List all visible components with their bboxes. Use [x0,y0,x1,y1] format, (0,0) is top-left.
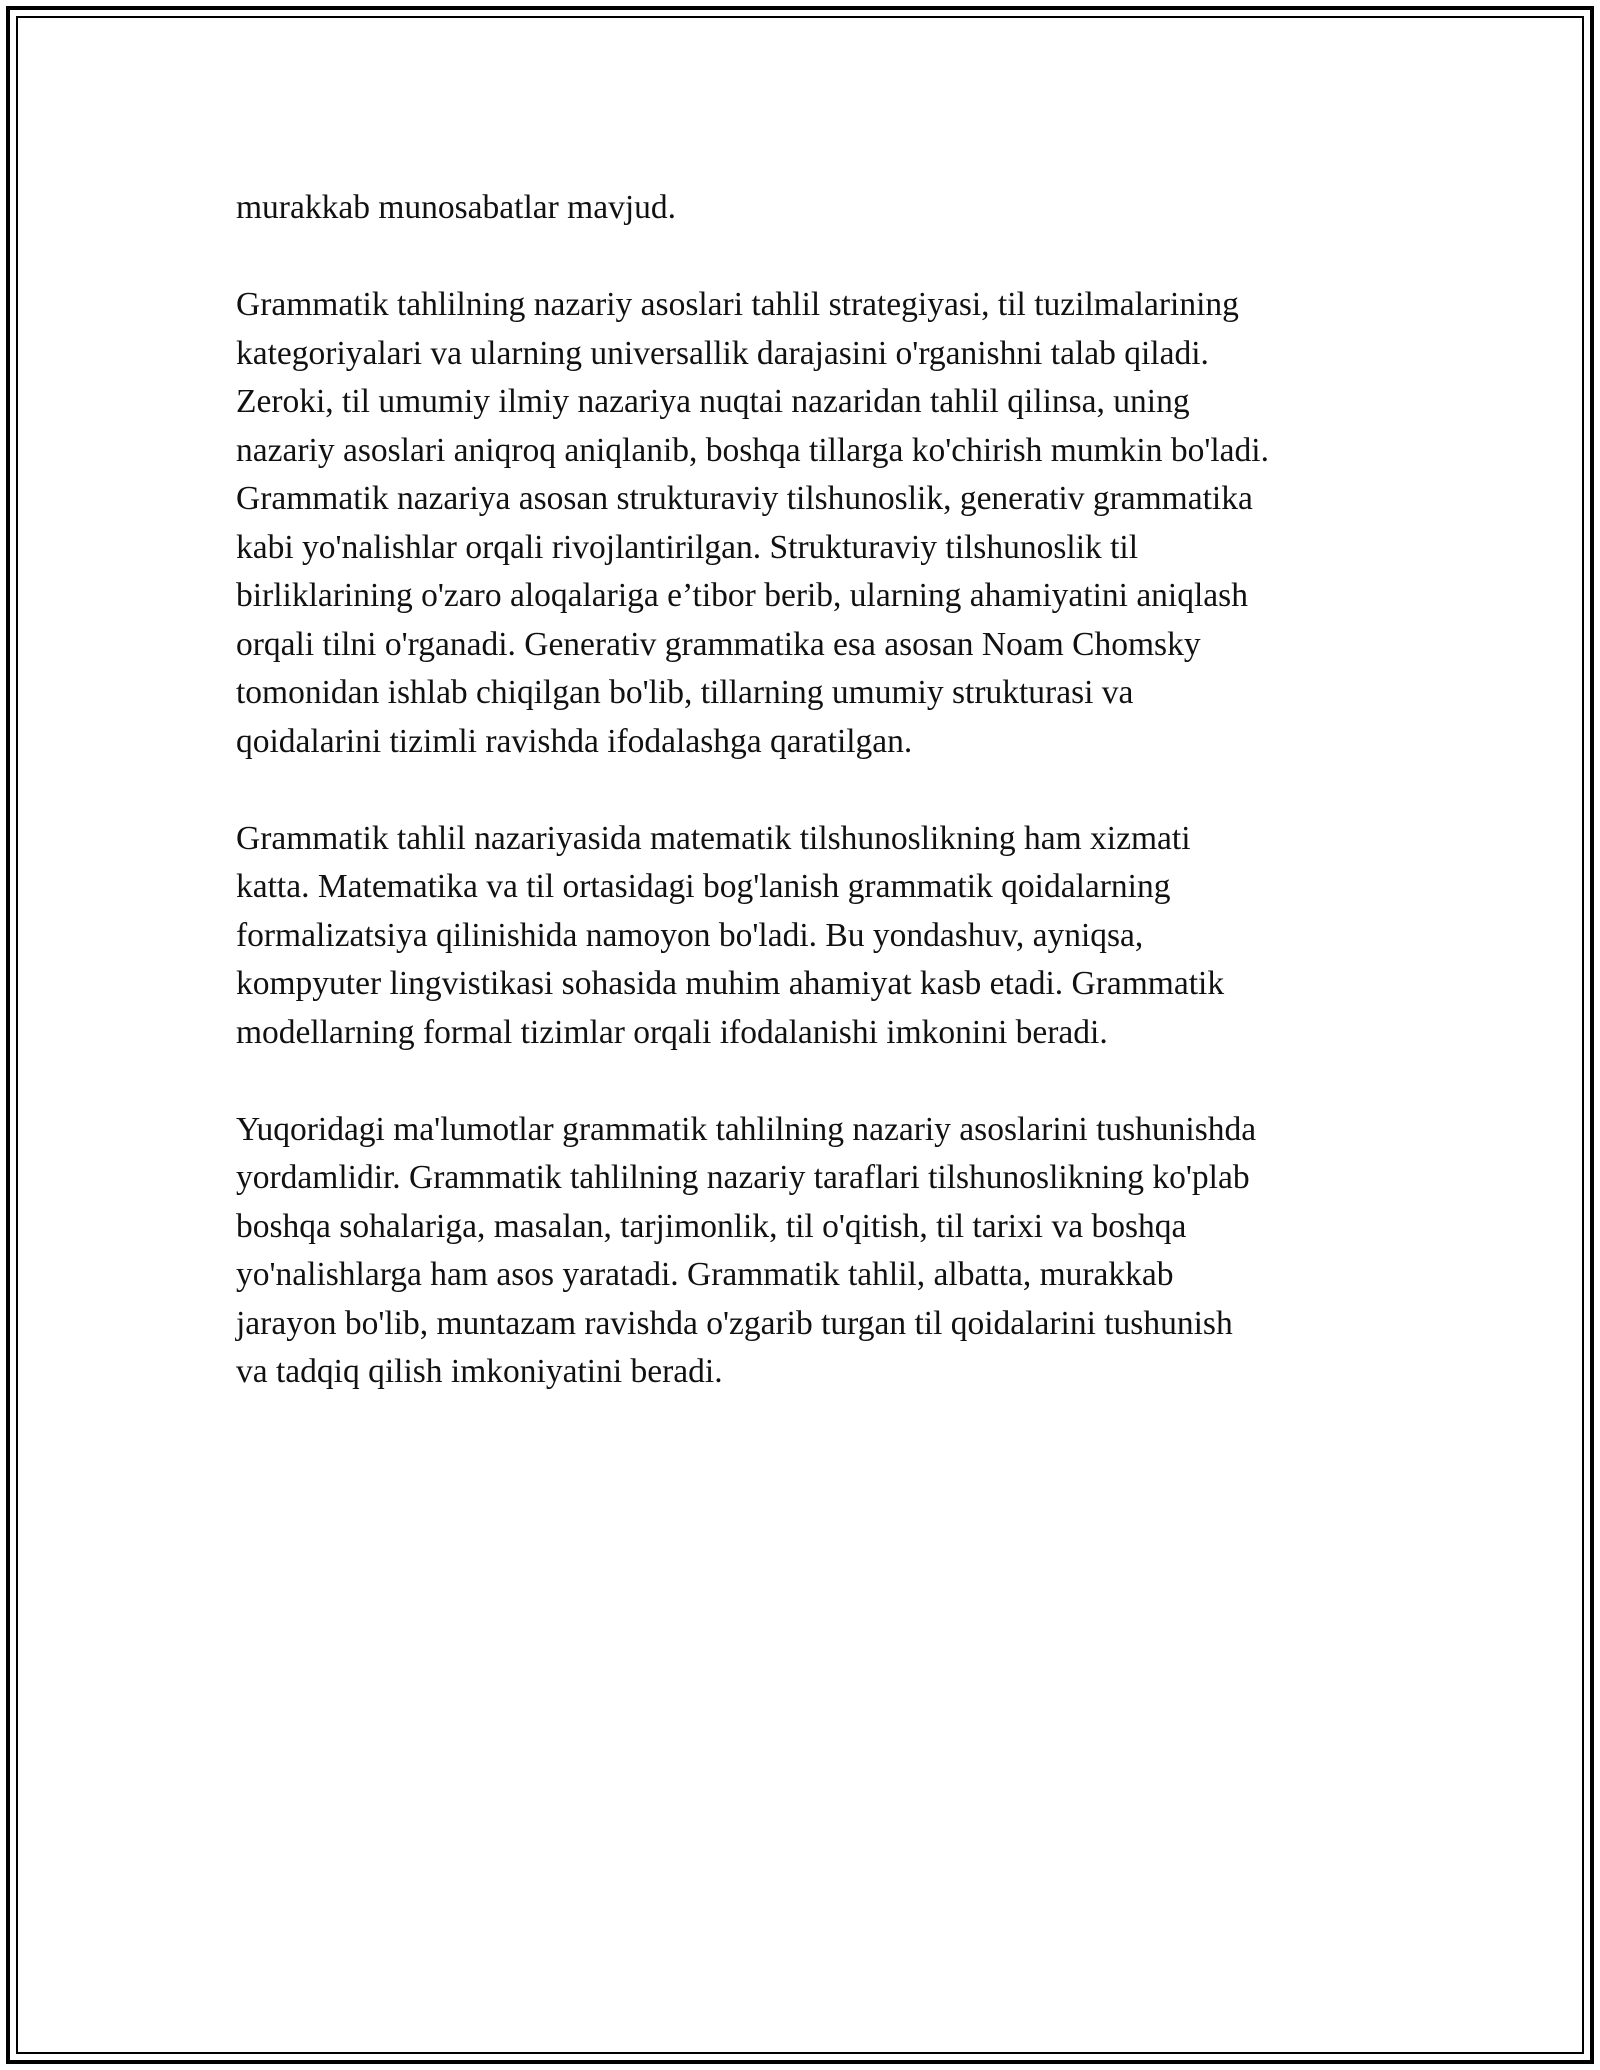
paragraph-conclusion: Yuqoridagi ma'lumotlar grammatik tahlilning nazariy asoslarini tushunishda yordamlidir. Grammatik tahlilning nazariy taraflari tilshunoslikning ko'plab boshqa sohalariga, masalan, tarjimonlik, til o'qitish, til tarixi va boshqa yo'nalishlarga ham asos yaratadi. Grammatik tahlil, albatta, murakkab jarayon bo'lib, muntazam ravishda o'zgarib turgan til qoidalarini tushunish va tadqiq qilish imkoniyatini beradi. [236,1110,1257,1390]
paragraph-mathematical-linguistics: Grammatik tahlil nazariyasida matematik tilshunoslikning ham xizmati katta. Matematika va til ortasidagi bog'lanish grammatik qoidalarning formalizatsiya qilinishida namoyon bo'ladi. Bu yondashuv, ayniqsa, kompyuter lingvistikasi sohasida muhim ahamiyat kasb etadi. Grammatik modellarning formal tizimlar orqali ifodalanishi imkonini beradi. [236,819,1225,1051]
paragraph-continuation: murakkab munosabatlar mavjud. [236,189,677,226]
paragraph-theory-foundations: Grammatik tahlilning nazariy asoslari tahlil strategiyasi, til tuzilmalarining kategoriyalari va ularning universallik darajasini o'rganishni talab qiladi. Zeroki, til umumiy ilmiy nazariya nuqtai nazaridan tahlil qilinsa, uning nazariy asoslari aniqroq aniqlanib, boshqa tillarga ko'chirish mumkin bo'ladi. Grammatik nazariya asosan strukturaviy tilshunoslik, generativ grammatika kabi yo'nalishlar orqali rivojlantirilgan. Strukturaviy tilshunoslik til birliklarining o'zaro aloqalariga e’tibor berib, ularning ahamiyatini aniqlash orqali tilni o'rganadi. Generativ grammatika esa asosan Noam Chomsky tomonidan ishlab chiqilgan bo'lib, tillarning umumiy strukturasi va qoidalarini tizimli ravishda ifodalashga qaratilgan. [236,286,1269,760]
document-body [236,184,1386,1445]
